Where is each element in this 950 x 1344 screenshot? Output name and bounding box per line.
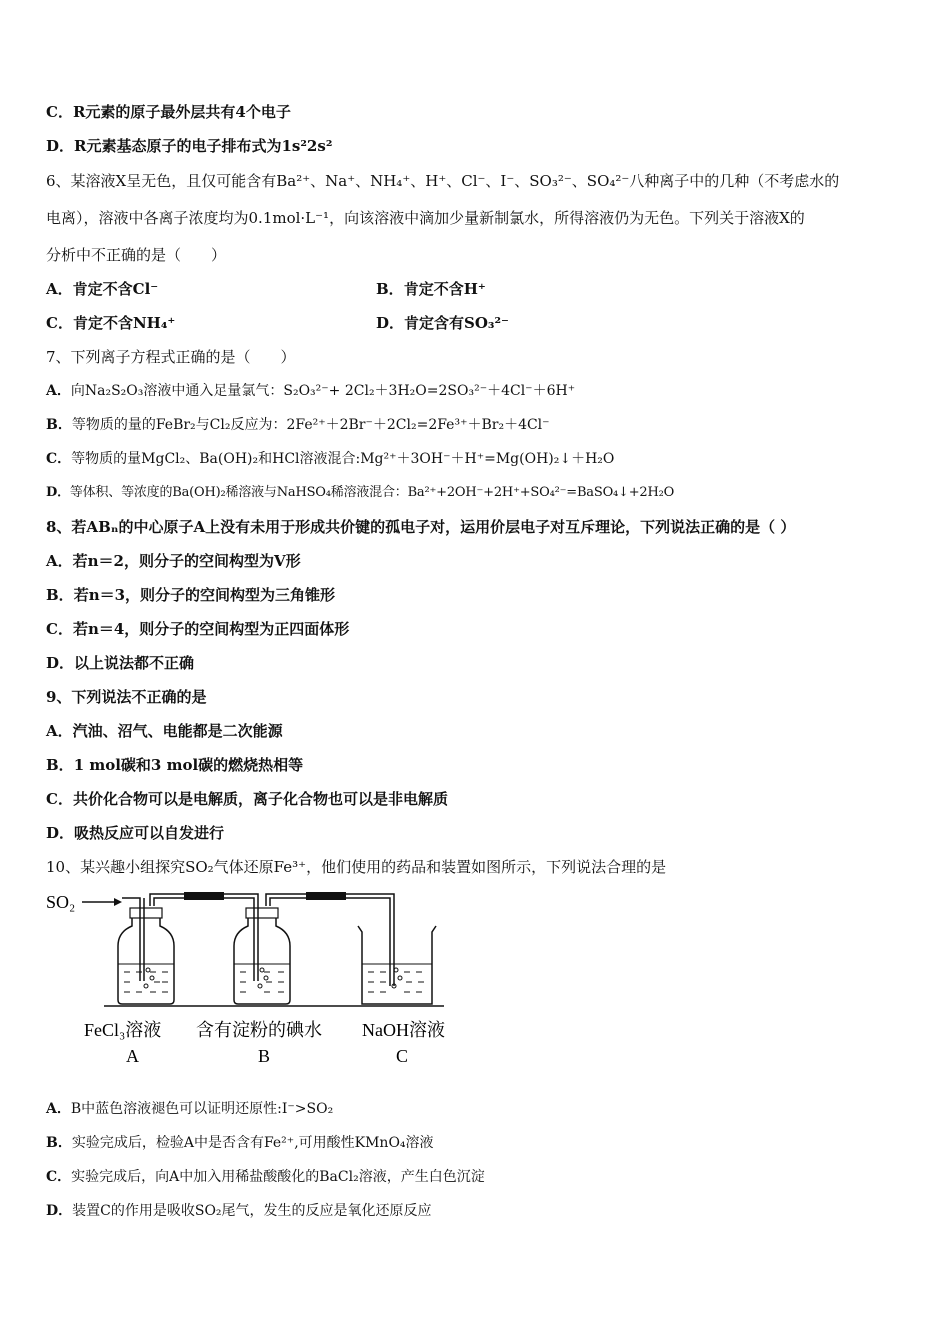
option-label: C． — [46, 451, 72, 467]
letter-a: A — [126, 1046, 139, 1066]
q7-option-d — [46, 483, 674, 503]
option-label: A． — [46, 552, 73, 570]
caption-b: 含有淀粉的碘水 — [196, 1020, 322, 1040]
bottle-b — [224, 894, 306, 1004]
option-label: B． — [46, 756, 74, 774]
option-label: D． — [46, 1203, 73, 1219]
option-text: 若n＝3，则分子的空间构型为三角锥形 — [73, 586, 336, 604]
option-text: 等物质的量的FeBr₂与Cl₂反应为：2Fe²⁺＋2Br⁻＋2Cl₂=2Fe³⁺＋Br₂＋4Cl⁻ — [71, 417, 550, 433]
option-label: D． — [46, 654, 75, 672]
option-text: 若n＝4，则分子的空间构型为正四面体形 — [72, 620, 350, 638]
option-label: D． — [46, 485, 70, 500]
option-text: R元素基态原子的电子排布式为1s²2s² — [74, 137, 333, 155]
inlet-arrowhead — [114, 898, 122, 906]
q10-stem: 10、某兴趣小组探究SO₂气体还原Fe³⁺，他们使用的药品和装置如图所示，下列说法合理的是 — [46, 858, 667, 876]
bottle-a — [118, 894, 184, 1004]
option-text: 实验完成后，检验A中是否含有Fe²⁺,可用酸性KMnO₄溶液 — [71, 1135, 434, 1151]
caption-a: FeCl₃溶液 — [84, 1020, 162, 1040]
q5-option-c — [46, 102, 291, 122]
q6-stem-line3: 分析中不正确的是（ ） — [46, 246, 227, 264]
q9-option-d — [46, 823, 224, 843]
option-text: 等体积、等浓度的Ba(OH)₂稀溶液与NaHSO₄稀溶液混合：Ba²⁺+2OH⁻+2H⁺+SO₄²⁻=BaSO₄↓+2H₂O — [69, 485, 675, 500]
q8-option-c — [46, 619, 349, 639]
option-text: 实验完成后，向A中加入用稀盐酸酸化的BaCl₂溶液，产生白色沉淀 — [71, 1169, 485, 1185]
option-text: 以上说法都不正确 — [74, 654, 195, 672]
option-text: 吸热反应可以自发进行 — [74, 824, 225, 842]
option-label: D． — [376, 314, 405, 332]
q6-option-a — [46, 279, 158, 299]
q8-option-a — [46, 551, 301, 571]
option-label: B． — [46, 417, 72, 433]
q9-stem: 9、下列说法不正确的是 — [46, 688, 207, 706]
rubber-tube-ab — [184, 892, 224, 900]
option-text: 肯定含有SO₃²⁻ — [404, 314, 509, 332]
option-label: C． — [46, 103, 73, 121]
q10-option-b — [46, 1133, 434, 1153]
option-text: 等物质的量MgCl₂、Ba(OH)₂和HCl溶液混合:Mg²⁺＋3OH⁻＋H⁺=Mg(OH)₂↓＋H₂O — [71, 451, 615, 467]
option-text: 共价化合物可以是电解质，离子化合物也可以是非电解质 — [72, 790, 448, 808]
letter-b: B — [258, 1046, 271, 1066]
q10-option-c — [46, 1167, 485, 1187]
option-label: C． — [46, 620, 73, 638]
option-label: B． — [46, 1135, 72, 1151]
q10-option-d — [46, 1201, 432, 1221]
option-label: D． — [46, 137, 75, 155]
option-label: A． — [46, 722, 73, 740]
rubber-tube-bc — [306, 892, 346, 900]
option-label: B． — [46, 586, 74, 604]
option-label: B． — [376, 280, 404, 298]
option-text: 肯定不含H⁺ — [403, 280, 486, 298]
q9-option-a — [46, 721, 283, 741]
letter-c: C — [396, 1046, 409, 1066]
q10-option-a — [46, 1099, 333, 1119]
q7-option-a — [46, 381, 575, 401]
option-text: 若n＝2，则分子的空间构型为V形 — [72, 552, 301, 570]
q8-option-d — [46, 653, 194, 673]
q6-option-b — [376, 279, 486, 299]
option-text: 肯定不含NH₄⁺ — [72, 314, 176, 332]
q7-option-b — [46, 415, 550, 435]
q6-stem-line2: 电离），溶液中各离子浓度均为0.1mol·L⁻¹，向该溶液中滴加少量新制氯水，所得溶液仍为无色。下列关于溶液X的 — [46, 209, 805, 227]
option-label: C． — [46, 790, 73, 808]
option-text: B中蓝色溶液褪色可以证明还原性:I⁻>SO₂ — [70, 1101, 334, 1117]
beaker-c — [346, 894, 436, 1004]
q9-option-b — [46, 755, 303, 775]
gas-label: SO₂ — [46, 892, 76, 912]
q6-option-c — [46, 313, 175, 333]
option-text: 肯定不含Cl⁻ — [72, 280, 159, 298]
q6-stem-line1: 6、某溶液X呈无色，且仅可能含有Ba²⁺、Na⁺、NH₄⁺、H⁺、Cl⁻、I⁻、SO₃²⁻、SO₄²⁻八种离子中的几种（不考虑水的 — [46, 172, 840, 190]
q7-option-c — [46, 449, 614, 469]
q5-option-d — [46, 136, 332, 156]
caption-c: NaOH溶液 — [362, 1020, 445, 1040]
q6-option-d — [376, 313, 509, 333]
option-label: C． — [46, 1169, 72, 1185]
option-label: D． — [46, 824, 75, 842]
option-text: 向Na₂S₂O₃溶液中通入足量氯气：S₂O₃²⁻+ 2Cl₂＋3H₂O=2SO₃²⁻＋4Cl⁻＋6H⁺ — [70, 383, 576, 399]
option-text: R元素的原子最外层共有4个电子 — [72, 103, 291, 121]
q9-option-c — [46, 789, 448, 809]
option-text: 汽油、沼气、电能都是二次能源 — [72, 722, 283, 740]
q8-stem: 8、若ABₙ的中心原子A上没有未用于形成共价键的孤电子对，运用价层电子对互斥理论，下列说法正确的是（ ） — [46, 518, 796, 536]
option-label: C． — [46, 314, 73, 332]
option-text: 1 mol碳和3 mol碳的燃烧热相等 — [73, 756, 304, 774]
q8-option-b — [46, 585, 335, 605]
option-text: 装置C的作用是吸收SO₂尾气，发生的反应是氧化还原反应 — [72, 1203, 432, 1219]
q7-stem: 7、下列离子方程式正确的是（ ） — [46, 348, 296, 366]
option-label: A． — [46, 383, 71, 399]
apparatus-figure — [44, 886, 484, 1076]
option-label: A． — [46, 1101, 71, 1117]
option-label: A． — [46, 280, 73, 298]
